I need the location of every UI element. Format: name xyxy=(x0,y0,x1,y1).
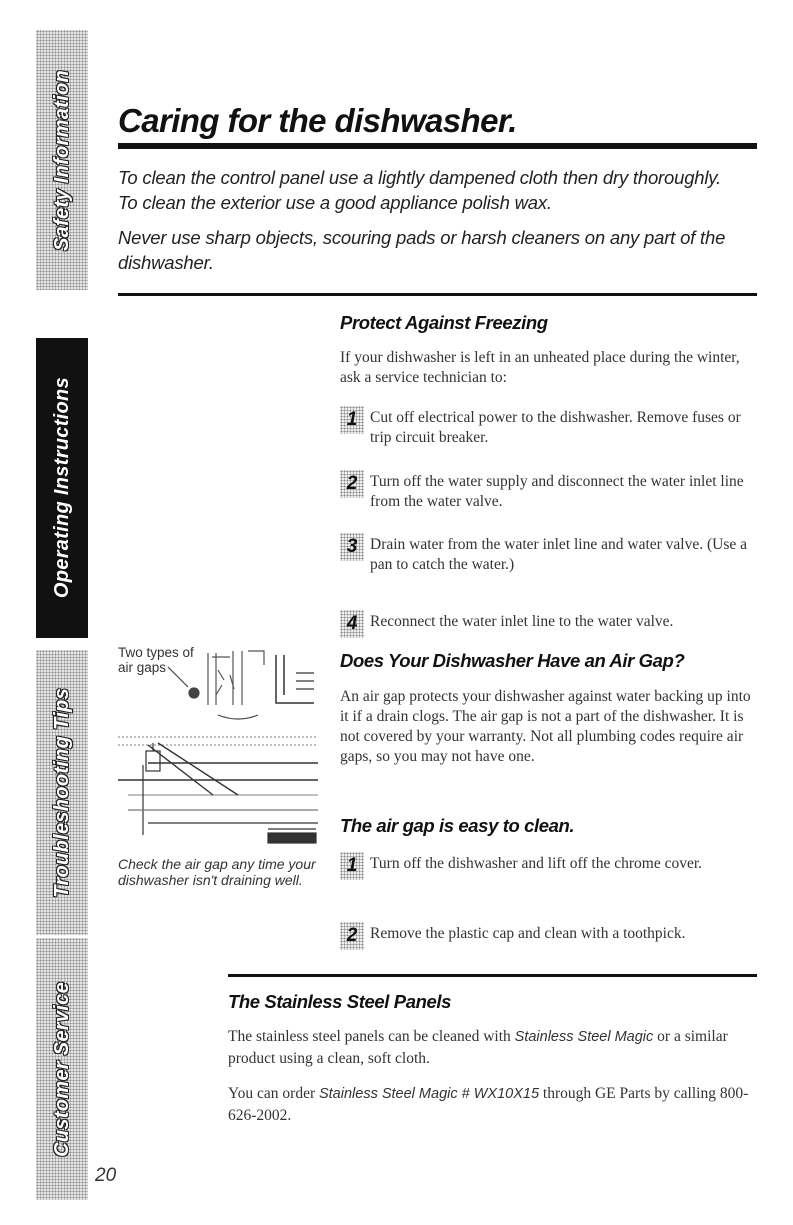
air-gap-label xyxy=(118,645,194,675)
air-gap-step-1 xyxy=(340,852,760,897)
tab-customer-service-label: Customer Service xyxy=(50,981,73,1157)
stainless-paragraph-1 xyxy=(228,1026,758,1069)
stainless-p1-text-b: or a similar product using a clean, soft cloth. xyxy=(228,1028,728,1067)
intro-line-2: To clean the exterior use a good appliance polish wax. xyxy=(118,192,552,213)
step-text: Cut off electrical power to the dishwasher. Remove fuses or trip circuit breaker. xyxy=(370,409,741,446)
step-number-badge: 4 xyxy=(340,610,364,638)
air-gap-step-2 xyxy=(340,922,760,952)
stainless-p2-text-a: You can order xyxy=(228,1085,319,1102)
step-number-badge: 1 xyxy=(340,406,364,434)
intro-line-1: To clean the control panel use a lightly dampened cloth then dry thoroughly. xyxy=(118,167,721,188)
air-gap-illustration xyxy=(118,645,318,845)
step-text: Turn off the water supply and disconnect the water inlet line from the water valve. xyxy=(370,473,744,510)
title-rule xyxy=(118,143,757,149)
step-number-badge: 3 xyxy=(340,533,364,561)
tab-safety-information-label: Safety Information xyxy=(50,69,73,251)
tab-troubleshooting-tips-label: Troubleshooting Tips xyxy=(50,687,73,898)
intro-line-3: Never use sharp objects, scouring pads or harsh cleaners on any part of the dishwasher. xyxy=(118,227,726,273)
freezing-intro: If your dishwasher is left in an unheated place during the winter, ask a service technician to: xyxy=(340,349,740,386)
page-title: Caring for the dishwasher. xyxy=(118,102,517,139)
intro-text xyxy=(118,165,758,285)
air-gap-drawing xyxy=(118,645,318,845)
section-rule-bottom xyxy=(228,974,757,977)
freezing-step-2 xyxy=(340,470,760,515)
air-gap-body: An air gap protects your dishwasher against water backing up into it if a drain clogs. The air gap is not a part of the dishwasher. It is not covered by your warranty. Not all plumbing codes require air gaps, so you may not have one. xyxy=(340,688,751,765)
freezing-step-4 xyxy=(340,610,760,640)
air-gap-subheading: The air gap is easy to clean. xyxy=(340,815,575,836)
air-gap-label-line-2: air gaps xyxy=(118,660,167,675)
tab-safety-information[interactable] xyxy=(36,30,88,290)
step-number-badge: 2 xyxy=(340,922,364,950)
stainless-p2-text-b: through GE Parts by calling 800-626-2002. xyxy=(228,1085,749,1124)
step-number-badge: 1 xyxy=(340,852,364,880)
stainless-product-part-number: Stainless Steel Magic # WX10X15 xyxy=(318,1086,540,1102)
tab-operating-instructions[interactable] xyxy=(36,338,88,638)
stainless-product-name: Stainless Steel Magic xyxy=(514,1029,654,1045)
tab-customer-service[interactable] xyxy=(36,938,88,1200)
step-text: Reconnect the water inlet line to the water valve. xyxy=(370,613,674,630)
air-gap-heading: Does Your Dishwasher Have an Air Gap? xyxy=(340,650,685,671)
freezing-heading: Protect Against Freezing xyxy=(340,312,548,333)
stainless-heading: The Stainless Steel Panels xyxy=(228,991,452,1012)
step-text: Drain water from the water inlet line and water valve. (Use a pan to catch the water.) xyxy=(370,536,748,573)
tab-operating-instructions-label: Operating Instructions xyxy=(50,377,73,599)
illustration-caption: Check the air gap any time your dishwasher isn't draining well. xyxy=(118,856,316,888)
section-sidebar xyxy=(36,30,88,1200)
freezing-step-1 xyxy=(340,406,760,451)
step-number-badge: 2 xyxy=(340,470,364,498)
stainless-p1-text-a: The stainless steel panels can be cleaned with xyxy=(228,1028,515,1045)
stainless-paragraph-2 xyxy=(228,1083,758,1126)
tab-troubleshooting-tips[interactable] xyxy=(36,650,88,935)
air-gap-label-line-1: Two types of xyxy=(118,645,194,660)
freezing-step-3 xyxy=(340,533,760,578)
section-rule-top xyxy=(118,293,757,296)
page-number: 20 xyxy=(95,1165,117,1186)
step-text: Turn off the dishwasher and lift off the chrome cover. xyxy=(370,855,703,872)
step-text: Remove the plastic cap and clean with a toothpick. xyxy=(370,925,686,942)
